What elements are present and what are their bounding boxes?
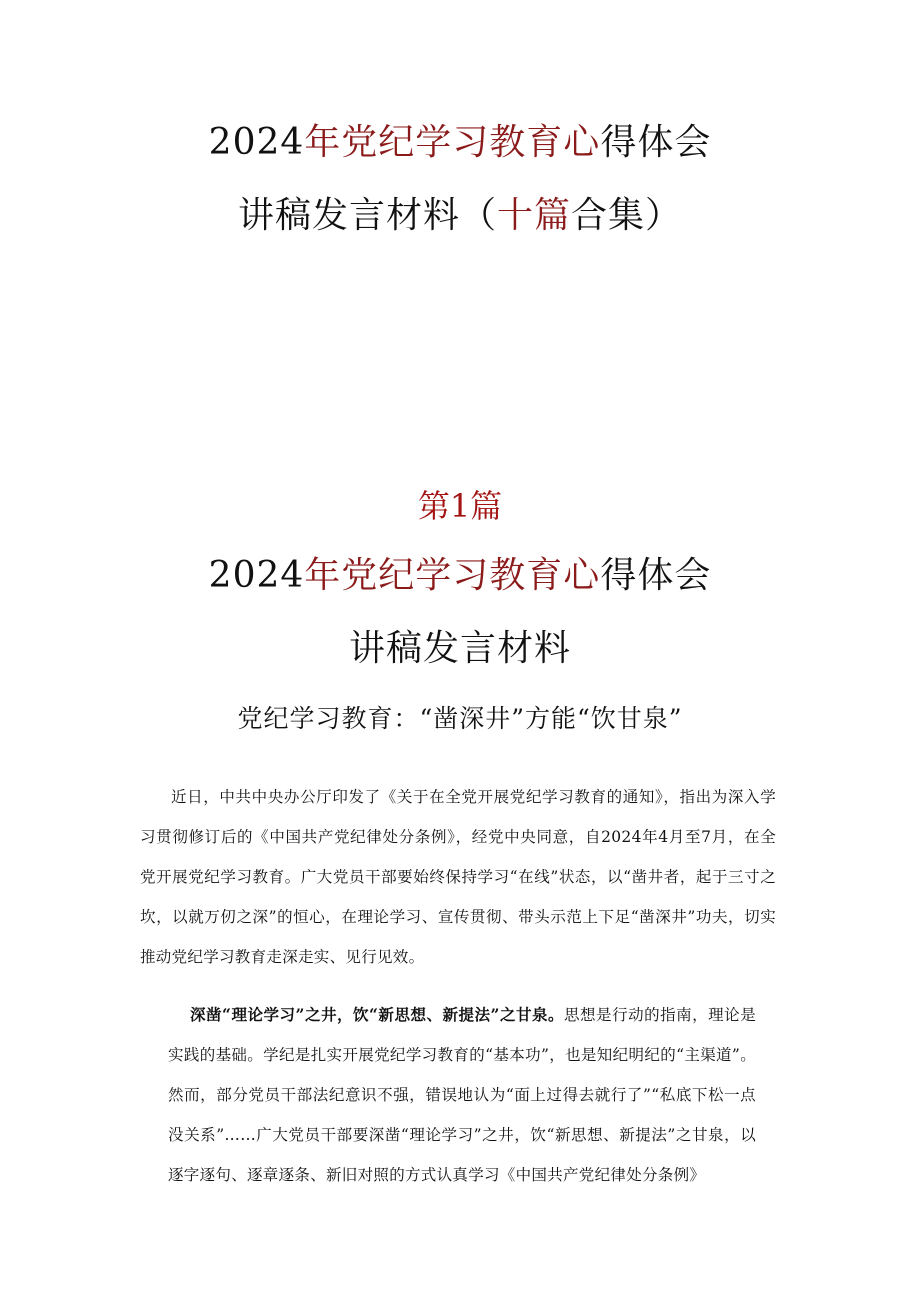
section1-body: 思想是行动的指南，理论是实践的基础。学纪是扎实开展党纪学习教育的“基本功”，也是知纪明纪的“主渠道”。然而，部分党员干部法纪意识不强，错误地认为“面上过得去就行了”“私底下松一点没关系”……广大党员干部要深凿“理论学习”之井，饮“新思想、新提法”之甘泉，以逐字逐句、逐章逐条、新旧对照的方式认真学习《中国共产党纪律处分条例》 xyxy=(168,1006,756,1184)
section1-paragraph xyxy=(168,995,756,1195)
section1-heading: 深凿“理论学习”之井，饮“新思想、新提法”之甘泉。 xyxy=(190,1005,565,1024)
cover-title-line2-a: 讲稿发言材料（ xyxy=(237,195,497,236)
article-title-year: 2024 xyxy=(208,555,305,596)
cover-title-end: 得体会 xyxy=(600,122,712,163)
chapter-label: 第1篇 xyxy=(417,487,503,525)
article-title-line2: 讲稿发言材料 xyxy=(348,628,571,669)
cover-title-line1 xyxy=(0,121,920,165)
article-title-end: 得体会 xyxy=(600,555,712,596)
article-subtitle: 党纪学习教育：“凿深井”方能“饮甘泉” xyxy=(237,704,683,733)
cover-title-line2 xyxy=(0,194,920,238)
article-title-red: 年党纪学习教育心 xyxy=(304,555,601,596)
intro-paragraph: 近日，中共中央办公厅印发了《关于在全党开展党纪学习教育的通知》，指出为深入学习贯彻修订后的《中国共产党纪律处分条例》，经党中央同意，自2024年4月至7月，在全党开展党纪学习教育。广大党员干部要始终保持学习“在线”状态，以“凿井者，起于三寸之坎，以就万仞之深”的恒心，在理论学习、宣传贯彻、带头示范上下足“凿深井”功夫，切实推动党纪学习教育走深走实、见行见效。 xyxy=(140,788,776,966)
cover-title-line2-b: 合集） xyxy=(571,195,683,236)
cover-title-line2-red: 十篇 xyxy=(496,195,571,236)
cover-title-year: 2024 xyxy=(208,122,305,163)
article-title-line1 xyxy=(0,554,920,598)
cover-title-red: 年党纪学习教育心 xyxy=(304,122,601,163)
